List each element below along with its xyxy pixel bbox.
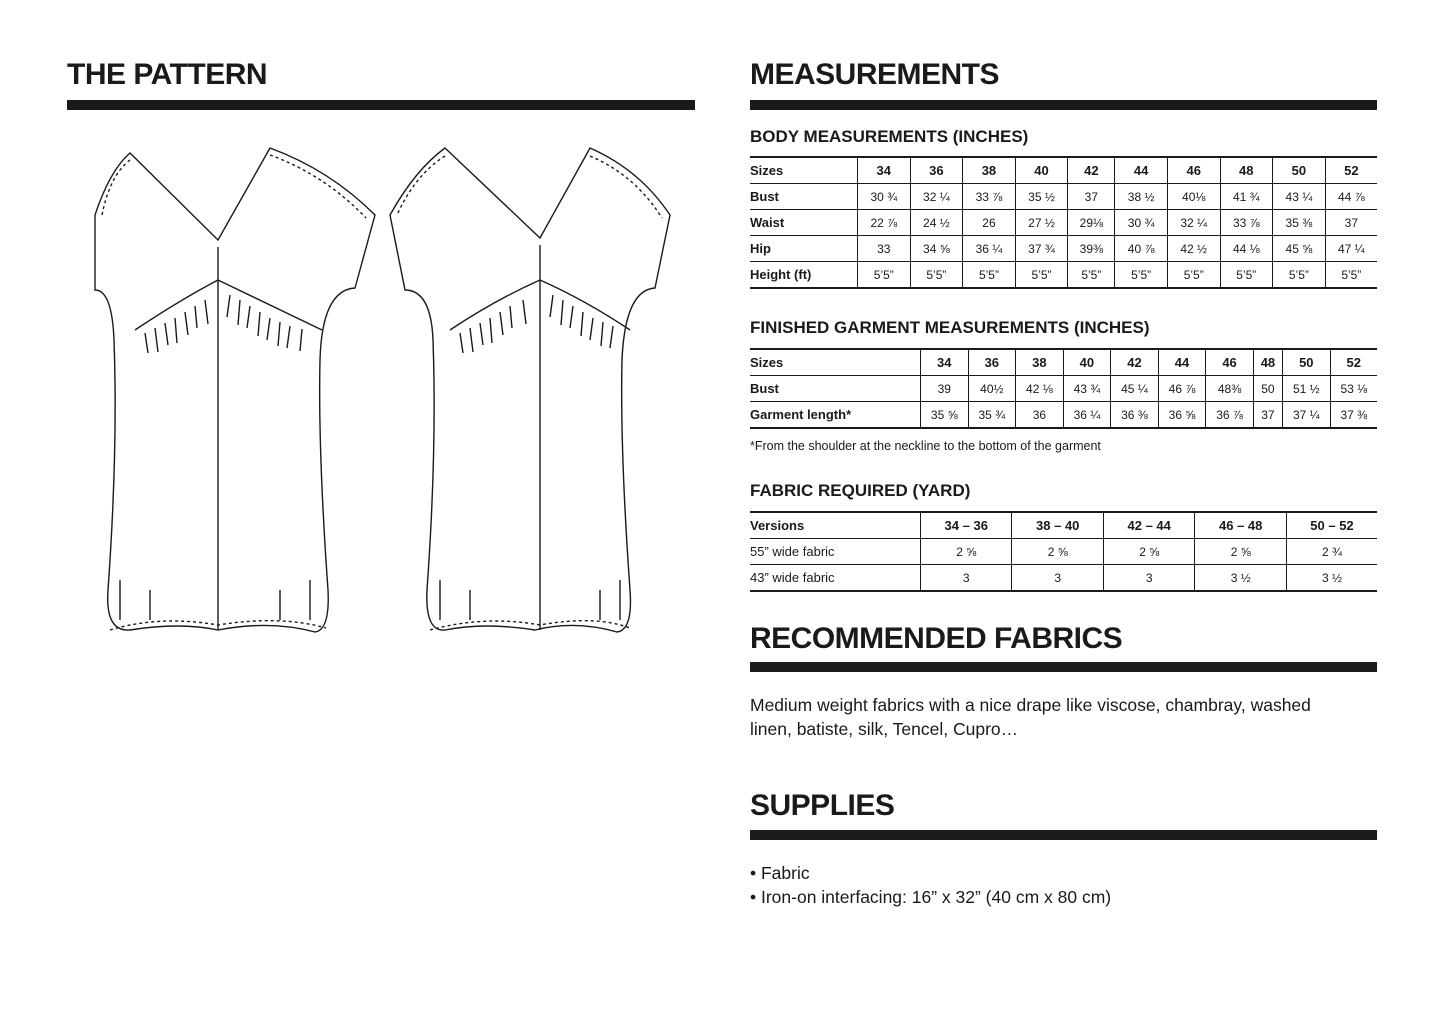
table-cell: 3 (1103, 565, 1194, 592)
row-label: 55” wide fabric (750, 539, 921, 565)
table-cell: 5’5” (963, 262, 1016, 289)
table-cell: 37 (1068, 184, 1115, 210)
table-cell: 37 (1325, 210, 1377, 236)
column-header: 42 (1068, 157, 1115, 184)
table-cell: 5’5” (1015, 262, 1068, 289)
column-header: 38 – 40 (1012, 512, 1103, 539)
supplies-list (750, 861, 1111, 909)
table-cell: 37 (1253, 402, 1282, 429)
table-cell: 33 ⅞ (1220, 210, 1273, 236)
table-row (750, 210, 1377, 236)
row-label: Sizes (750, 157, 858, 184)
table-cell: 32 ¼ (910, 184, 963, 210)
column-header: 52 (1330, 349, 1377, 376)
column-header: 36 (968, 349, 1016, 376)
table-row (750, 376, 1377, 402)
table-cell: 3 ½ (1286, 565, 1377, 592)
column-header: 38 (1016, 349, 1064, 376)
table-cell: 36 ¼ (1063, 402, 1111, 429)
recommended-fabrics-title: RECOMMENDED FABRICS (750, 622, 1123, 655)
supplies-title: SUPPLIES (750, 789, 895, 822)
table-cell: 2 ¾ (1286, 539, 1377, 565)
pattern-title-rule (67, 100, 695, 110)
table-cell: 45 ⅝ (1273, 236, 1326, 262)
row-label: Garment length* (750, 402, 921, 429)
table-header-row (750, 157, 1377, 184)
table-cell: 27 ½ (1015, 210, 1068, 236)
recommended-fabrics-rule (750, 662, 1377, 672)
column-header: 50 (1283, 349, 1331, 376)
table-cell: 43 ¼ (1273, 184, 1326, 210)
table-cell: 34 ⅝ (910, 236, 963, 262)
table-cell: 2 ⅝ (1012, 539, 1103, 565)
table-cell: 39⅜ (1068, 236, 1115, 262)
table-cell: 45 ¼ (1111, 376, 1159, 402)
row-label: Versions (750, 512, 921, 539)
column-header: 52 (1325, 157, 1377, 184)
supplies-item: • Fabric (750, 863, 810, 883)
table-cell: 37 ¾ (1015, 236, 1068, 262)
supplies-rule (750, 830, 1377, 840)
table-cell: 2 ⅝ (1103, 539, 1194, 565)
column-header: 44 (1115, 157, 1168, 184)
finished-measurements-table (750, 348, 1377, 429)
dress-back-illustration (385, 140, 675, 640)
table-header-row (750, 512, 1377, 539)
table-cell: 41 ¾ (1220, 184, 1273, 210)
column-header: 46 – 48 (1195, 512, 1286, 539)
table-cell: 22 ⅞ (858, 210, 911, 236)
table-cell: 3 (921, 565, 1012, 592)
row-label: Bust (750, 184, 858, 210)
row-label: Bust (750, 376, 921, 402)
table-cell: 35 ¾ (968, 402, 1016, 429)
table-cell: 40½ (968, 376, 1016, 402)
table-cell: 5’5” (1115, 262, 1168, 289)
column-header: 42 (1111, 349, 1159, 376)
row-label: Hip (750, 236, 858, 262)
finished-measurements-note: *From the shoulder at the neckline to the bottom of the garment (750, 439, 1101, 453)
table-cell: 36 ⅜ (1111, 402, 1159, 429)
table-cell: 30 ¾ (858, 184, 911, 210)
column-header: 34 – 36 (921, 512, 1012, 539)
supplies-item: • Iron-on interfacing: 16” x 32” (40 cm x 80 cm) (750, 887, 1112, 907)
column-header: 34 (858, 157, 911, 184)
column-header: 44 (1158, 349, 1206, 376)
table-row (750, 402, 1377, 429)
table-cell: 50 (1253, 376, 1282, 402)
table-cell: 33 ⅞ (963, 184, 1016, 210)
table-cell: 26 (963, 210, 1016, 236)
recommended-fabrics-line-1: Medium weight fabrics with a nice drape like viscose, chambray, washed (750, 695, 1311, 715)
pattern-title: THE PATTERN (67, 58, 268, 91)
table-cell: 24 ½ (910, 210, 963, 236)
row-label: 43” wide fabric (750, 565, 921, 592)
dress-front-illustration (90, 140, 380, 640)
table-cell: 35 ⅜ (1273, 210, 1326, 236)
table-cell: 44 ⅞ (1325, 184, 1377, 210)
table-cell: 44 ⅛ (1220, 236, 1273, 262)
column-header: 42 – 44 (1103, 512, 1194, 539)
table-header-row (750, 349, 1377, 376)
table-cell: 43 ¾ (1063, 376, 1111, 402)
column-header: 46 (1206, 349, 1254, 376)
table-cell: 2 ⅝ (921, 539, 1012, 565)
table-row (750, 262, 1377, 289)
table-cell: 30 ¾ (1115, 210, 1168, 236)
table-cell: 33 (858, 236, 911, 262)
table-cell: 37 ¼ (1283, 402, 1331, 429)
table-cell: 36 ⅞ (1206, 402, 1254, 429)
table-cell: 32 ¼ (1167, 210, 1220, 236)
table-cell: 5’5” (1167, 262, 1220, 289)
table-cell: 35 ⅝ (921, 402, 969, 429)
table-cell: 53 ⅛ (1330, 376, 1377, 402)
column-header: 40 (1015, 157, 1068, 184)
table-cell: 40 ⅞ (1115, 236, 1168, 262)
recommended-fabrics-line-2: linen, batiste, silk, Tencel, Cupro… (750, 719, 1019, 739)
recommended-fabrics-text (750, 693, 1311, 741)
table-cell: 51 ½ (1283, 376, 1331, 402)
finished-measurements-title: FINISHED GARMENT MEASUREMENTS (INCHES) (750, 318, 1150, 337)
table-cell: 5’5” (1325, 262, 1377, 289)
table-cell: 35 ½ (1015, 184, 1068, 210)
body-measurements-title: BODY MEASUREMENTS (INCHES) (750, 127, 1029, 146)
column-header: 46 (1167, 157, 1220, 184)
table-cell: 42 ⅛ (1016, 376, 1064, 402)
row-label: Height (ft) (750, 262, 858, 289)
table-cell: 46 ⅞ (1158, 376, 1206, 402)
table-cell: 5’5” (910, 262, 963, 289)
column-header: 40 (1063, 349, 1111, 376)
table-cell: 3 (1012, 565, 1103, 592)
table-row (750, 184, 1377, 210)
table-cell: 2 ⅝ (1195, 539, 1286, 565)
row-label: Sizes (750, 349, 921, 376)
fabric-required-table (750, 511, 1377, 592)
table-cell: 29⅛ (1068, 210, 1115, 236)
table-cell: 5’5” (858, 262, 911, 289)
table-cell: 5’5” (1273, 262, 1326, 289)
body-measurements-table (750, 156, 1377, 289)
table-cell: 36 (1016, 402, 1064, 429)
table-cell: 38 ½ (1115, 184, 1168, 210)
table-cell: 39 (921, 376, 969, 402)
table-row (750, 236, 1377, 262)
column-header: 50 – 52 (1286, 512, 1377, 539)
table-cell: 5’5” (1068, 262, 1115, 289)
table-row (750, 539, 1377, 565)
table-cell: 37 ⅜ (1330, 402, 1377, 429)
column-header: 36 (910, 157, 963, 184)
column-header: 48 (1253, 349, 1282, 376)
fabric-required-title: FABRIC REQUIRED (YARD) (750, 481, 971, 500)
table-row (750, 565, 1377, 592)
table-cell: 5’5” (1220, 262, 1273, 289)
table-cell: 48⅜ (1206, 376, 1254, 402)
column-header: 48 (1220, 157, 1273, 184)
measurements-title: MEASUREMENTS (750, 58, 1000, 91)
row-label: Waist (750, 210, 858, 236)
measurements-title-rule (750, 100, 1377, 110)
table-cell: 36 ¼ (963, 236, 1016, 262)
table-cell: 3 ½ (1195, 565, 1286, 592)
column-header: 38 (963, 157, 1016, 184)
table-cell: 42 ½ (1167, 236, 1220, 262)
table-cell: 40⅛ (1167, 184, 1220, 210)
column-header: 50 (1273, 157, 1326, 184)
table-cell: 36 ⅝ (1158, 402, 1206, 429)
column-header: 34 (921, 349, 969, 376)
table-cell: 47 ¼ (1325, 236, 1377, 262)
